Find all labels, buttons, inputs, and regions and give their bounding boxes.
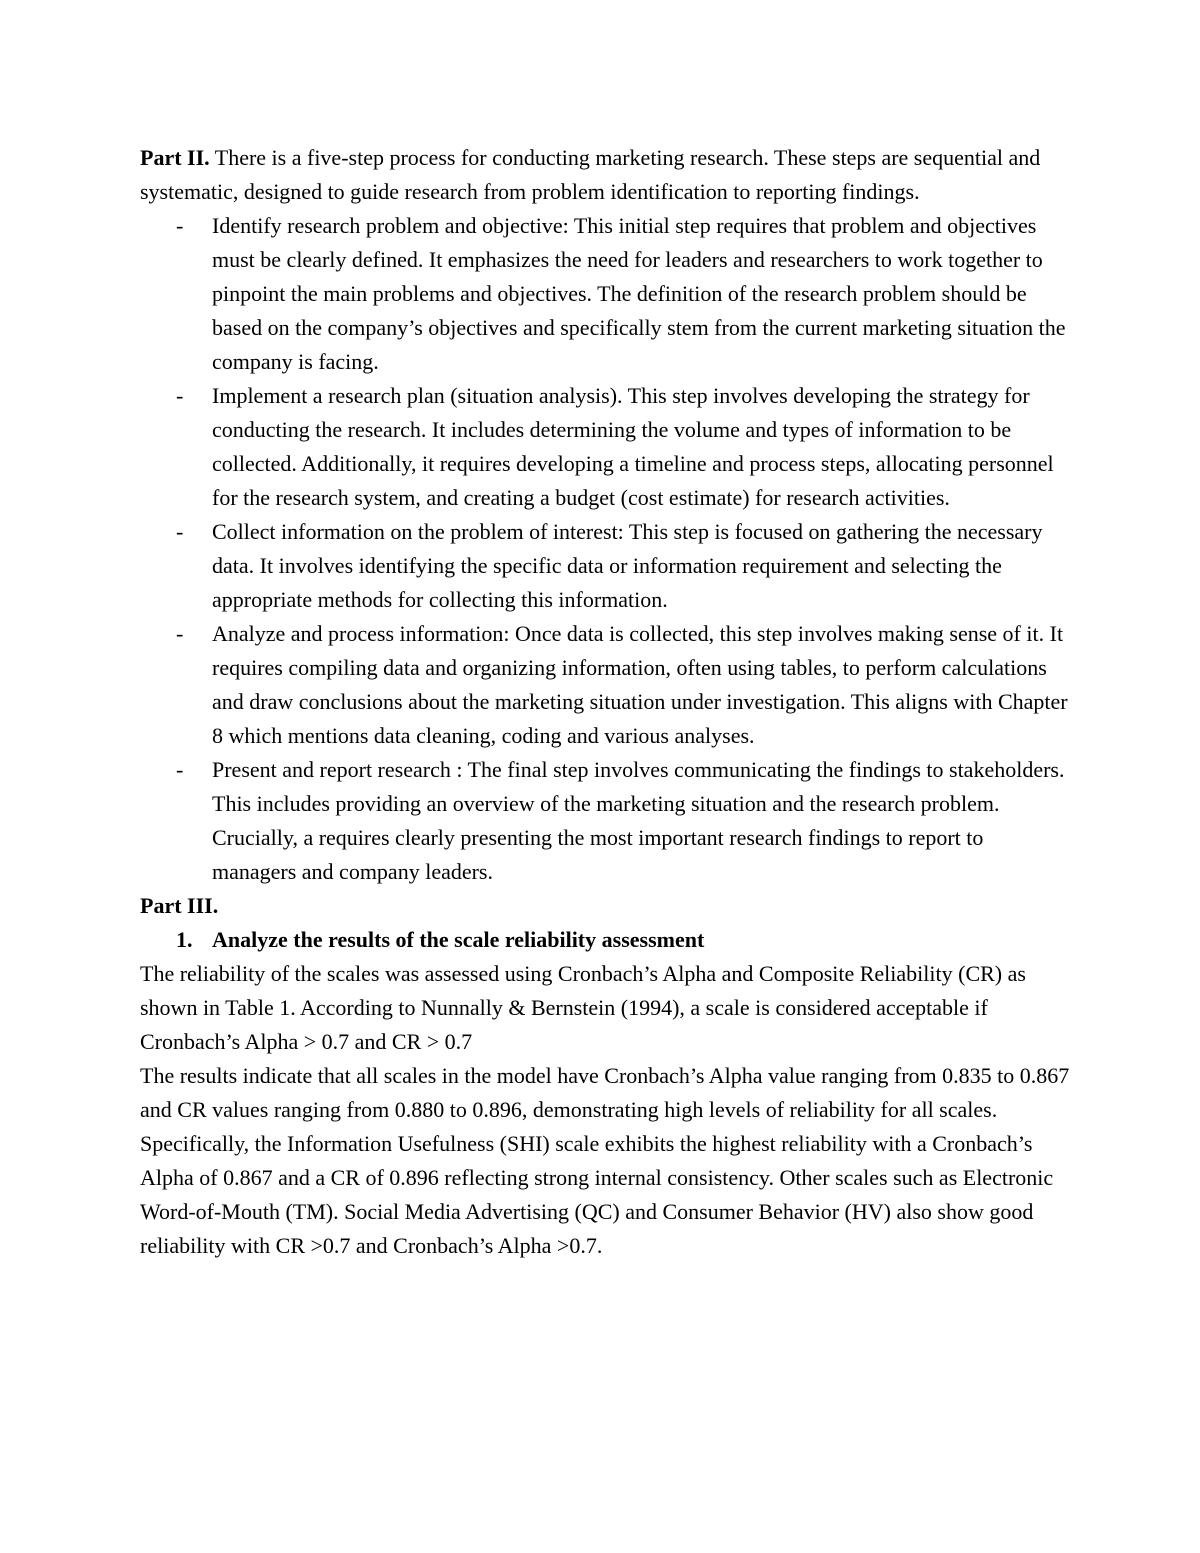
research-steps-list [140, 209, 1070, 889]
step-text: Analyze and process information: Once data is collected, this step involves making sense of it. It requires compiling data and organizing information, often using tables, to perform calculations and draw conclusions about the marketing situation under investigation. This aligns with Chapter 8 which mentions data cleaning, coding and various analyses. [212, 621, 1068, 748]
reliability-method-paragraph: The reliability of the scales was assessed using Cronbach’s Alpha and Composite Reliability (CR) as shown in Table 1. According to Nunnally & Bernstein (1994), a scale is considered acceptable if Cronbach’s Alpha > 0.7 and CR > 0.7 [140, 961, 1026, 1054]
step-text: Present and report research : The final step involves communicating the findings to stakeholders. This includes providing an overview of the marketing situation and the research problem. Crucially, a requires clearly presenting the most important research findings to report to managers and company leaders. [212, 757, 1065, 884]
section-heading [140, 923, 1070, 957]
list-item [140, 379, 1070, 515]
dash-bullet: - [176, 383, 184, 408]
dash-bullet: - [176, 519, 184, 544]
list-item [140, 617, 1070, 753]
dash-bullet: - [176, 757, 184, 782]
step-text: Identify research problem and objective: This initial step requires that problem and objectives must be clearly defined. It emphasizes the need for leaders and researchers to work together to pinpoint the main problems and objectives. The definition of the research problem should be based on the company’s objectives and specifically stem from the current marketing situation the company is facing. [212, 213, 1066, 374]
step-text: Collect information on the problem of interest: This step is focused on gathering the necessary data. It involves identifying the specific data or information requirement and selecting the appropriate methods for collecting this information. [212, 519, 1043, 612]
list-item [140, 753, 1070, 889]
part2-intro-text: There is a five-step process for conducting marketing research. These steps are sequential and systematic, designed to guide research from problem identification to reporting findings. [140, 145, 1041, 204]
part3-heading: Part III. [140, 893, 219, 918]
reliability-results-paragraph: The results indicate that all scales in the model have Cronbach’s Alpha value ranging from 0.835 to 0.867 and CR values ranging from 0.880 to 0.896, demonstrating high levels of reliability for all scales. Specifically, the Information Usefulness (SHI) scale exhibits the highest reliability with a Cronbach’s Alpha of 0.867 and a CR of 0.896 reflecting strong internal consistency. Other scales such as Electronic Word-of-Mouth (TM). Social Media Advertising (QC) and Consumer Behavior (HV) also show good reliability with CR >0.7 and Cronbach’s Alpha >0.7. [140, 1063, 1070, 1258]
part2-intro-paragraph [140, 141, 1070, 209]
step-text: Implement a research plan (situation analysis). This step involves developing the strategy for conducting the research. It includes determining the volume and types of information to be collected. Additionally, it requires developing a timeline and process steps, allocating personnel for the research system, and creating a budget (cost estimate) for research activities. [212, 383, 1054, 510]
dash-bullet: - [176, 621, 184, 646]
part2-heading: Part II. [140, 145, 210, 170]
document-page [140, 141, 1070, 1263]
section-title: Analyze the results of the scale reliability assessment [212, 927, 705, 952]
dash-bullet: - [176, 213, 184, 238]
list-item [140, 515, 1070, 617]
section-number: 1. [176, 927, 193, 952]
list-item [140, 209, 1070, 379]
